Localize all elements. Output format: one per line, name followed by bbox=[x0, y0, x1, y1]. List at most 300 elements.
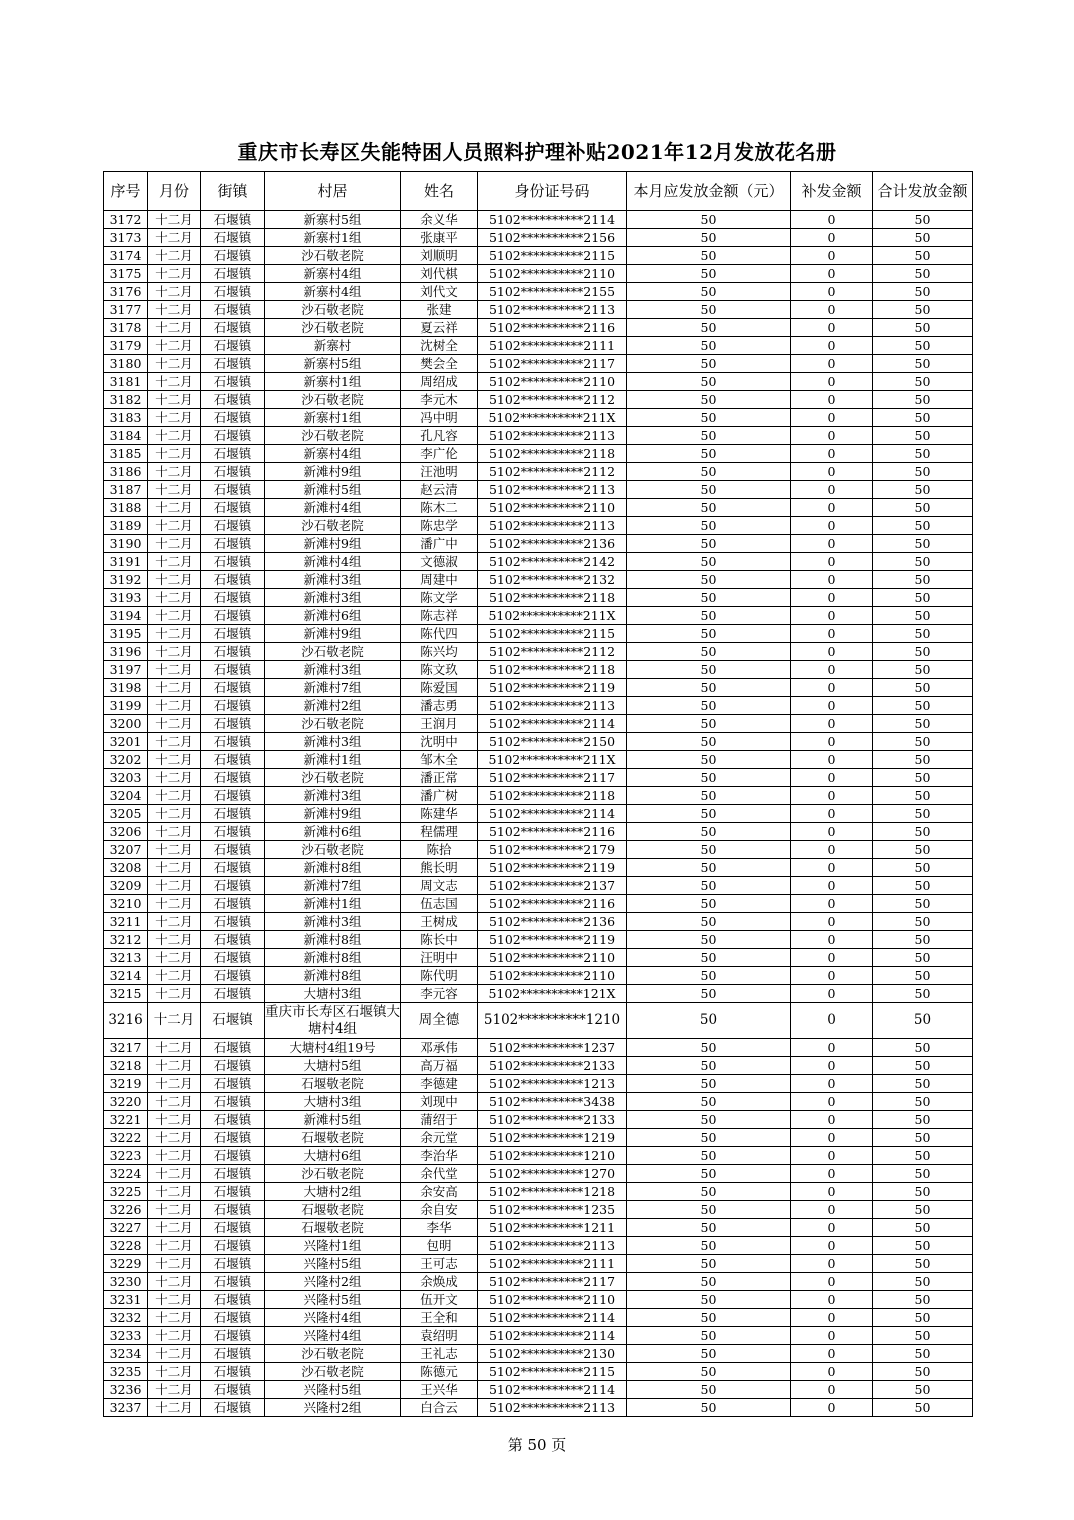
cell-index: 3181 bbox=[104, 373, 148, 391]
cell-monthly-amount: 50 bbox=[627, 787, 791, 805]
cell-month: 十二月 bbox=[148, 1057, 201, 1075]
col-header-name: 姓名 bbox=[401, 172, 478, 211]
cell-index: 3186 bbox=[104, 463, 148, 481]
cell-village: 新滩村1组 bbox=[265, 895, 401, 913]
table-row bbox=[104, 337, 973, 355]
cell-name: 陈志祥 bbox=[401, 607, 478, 625]
cell-index: 3176 bbox=[104, 283, 148, 301]
cell-month: 十二月 bbox=[148, 1381, 201, 1399]
cell-id-number: 5102**********2118 bbox=[478, 589, 627, 607]
cell-name: 陈建华 bbox=[401, 805, 478, 823]
table-row bbox=[104, 805, 973, 823]
cell-month: 十二月 bbox=[148, 1399, 201, 1417]
table-row bbox=[104, 931, 973, 949]
cell-monthly-amount: 50 bbox=[627, 553, 791, 571]
cell-village: 沙石敬老院 bbox=[265, 427, 401, 445]
table-row bbox=[104, 697, 973, 715]
cell-total-amount: 50 bbox=[873, 337, 973, 355]
cell-town: 石堰镇 bbox=[201, 229, 265, 247]
cell-name: 袁绍明 bbox=[401, 1327, 478, 1345]
cell-name: 潘广中 bbox=[401, 535, 478, 553]
cell-month: 十二月 bbox=[148, 409, 201, 427]
cell-total-amount: 50 bbox=[873, 319, 973, 337]
cell-total-amount: 50 bbox=[873, 1147, 973, 1165]
cell-back-pay: 0 bbox=[791, 751, 873, 769]
cell-town: 石堰镇 bbox=[201, 1309, 265, 1327]
cell-village: 新滩村6组 bbox=[265, 823, 401, 841]
table-row bbox=[104, 319, 973, 337]
cell-name: 蒲绍于 bbox=[401, 1111, 478, 1129]
cell-index: 3227 bbox=[104, 1219, 148, 1237]
cell-back-pay: 0 bbox=[791, 859, 873, 877]
cell-village: 新滩村3组 bbox=[265, 589, 401, 607]
table-row bbox=[104, 283, 973, 301]
cell-town: 石堰镇 bbox=[201, 1183, 265, 1201]
cell-town: 石堰镇 bbox=[201, 337, 265, 355]
cell-total-amount: 50 bbox=[873, 373, 973, 391]
cell-total-amount: 50 bbox=[873, 985, 973, 1003]
cell-village: 兴隆村5组 bbox=[265, 1255, 401, 1273]
cell-name: 周绍成 bbox=[401, 373, 478, 391]
cell-total-amount: 50 bbox=[873, 355, 973, 373]
cell-back-pay: 0 bbox=[791, 409, 873, 427]
page-number: 第 50 页 bbox=[507, 1436, 567, 1454]
cell-id-number: 5102**********2114 bbox=[478, 1327, 627, 1345]
cell-index: 3203 bbox=[104, 769, 148, 787]
cell-town: 石堰镇 bbox=[201, 1255, 265, 1273]
cell-back-pay: 0 bbox=[791, 1237, 873, 1255]
cell-monthly-amount: 50 bbox=[627, 247, 791, 265]
cell-month: 十二月 bbox=[148, 985, 201, 1003]
cell-month: 十二月 bbox=[148, 319, 201, 337]
cell-month: 十二月 bbox=[148, 787, 201, 805]
cell-town: 石堰镇 bbox=[201, 1057, 265, 1075]
cell-back-pay: 0 bbox=[791, 553, 873, 571]
cell-monthly-amount: 50 bbox=[627, 1309, 791, 1327]
cell-total-amount: 50 bbox=[873, 805, 973, 823]
cell-index: 3221 bbox=[104, 1111, 148, 1129]
cell-id-number: 5102**********2111 bbox=[478, 1255, 627, 1273]
cell-back-pay: 0 bbox=[791, 1075, 873, 1093]
cell-month: 十二月 bbox=[148, 733, 201, 751]
table-row bbox=[104, 643, 973, 661]
cell-village: 新寨村1组 bbox=[265, 409, 401, 427]
cell-total-amount: 50 bbox=[873, 859, 973, 877]
cell-index: 3187 bbox=[104, 481, 148, 499]
cell-name: 刘顺明 bbox=[401, 247, 478, 265]
cell-monthly-amount: 50 bbox=[627, 301, 791, 319]
cell-total-amount: 50 bbox=[873, 445, 973, 463]
cell-name: 刘代棋 bbox=[401, 265, 478, 283]
cell-village: 大塘村6组 bbox=[265, 1147, 401, 1165]
table-row bbox=[104, 1309, 973, 1327]
cell-village: 新寨村5组 bbox=[265, 355, 401, 373]
cell-monthly-amount: 50 bbox=[627, 931, 791, 949]
cell-monthly-amount: 50 bbox=[627, 1345, 791, 1363]
cell-back-pay: 0 bbox=[791, 1255, 873, 1273]
table-row bbox=[104, 1039, 973, 1057]
cell-back-pay: 0 bbox=[791, 211, 873, 229]
table-row bbox=[104, 967, 973, 985]
cell-town: 石堰镇 bbox=[201, 1273, 265, 1291]
cell-id-number: 5102**********1235 bbox=[478, 1201, 627, 1219]
table-row bbox=[104, 1255, 973, 1273]
cell-total-amount: 50 bbox=[873, 1291, 973, 1309]
cell-monthly-amount: 50 bbox=[627, 1147, 791, 1165]
cell-id-number: 5102**********2112 bbox=[478, 391, 627, 409]
cell-total-amount: 50 bbox=[873, 589, 973, 607]
cell-monthly-amount: 50 bbox=[627, 1201, 791, 1219]
cell-total-amount: 50 bbox=[873, 733, 973, 751]
cell-monthly-amount: 50 bbox=[627, 481, 791, 499]
cell-id-number: 5102**********2117 bbox=[478, 769, 627, 787]
cell-monthly-amount: 50 bbox=[627, 337, 791, 355]
cell-back-pay: 0 bbox=[791, 949, 873, 967]
table-row bbox=[104, 1273, 973, 1291]
cell-town: 石堰镇 bbox=[201, 1003, 265, 1039]
cell-monthly-amount: 50 bbox=[627, 1381, 791, 1399]
cell-index: 3226 bbox=[104, 1201, 148, 1219]
cell-total-amount: 50 bbox=[873, 481, 973, 499]
cell-village: 新滩村3组 bbox=[265, 733, 401, 751]
cell-village: 新滩村7组 bbox=[265, 877, 401, 895]
cell-village: 大塘村3组 bbox=[265, 1093, 401, 1111]
cell-id-number: 5102**********2113 bbox=[478, 301, 627, 319]
cell-monthly-amount: 50 bbox=[627, 517, 791, 535]
cell-back-pay: 0 bbox=[791, 535, 873, 553]
cell-back-pay: 0 bbox=[791, 1039, 873, 1057]
cell-total-amount: 50 bbox=[873, 1039, 973, 1057]
cell-town: 石堰镇 bbox=[201, 931, 265, 949]
cell-name: 汪明中 bbox=[401, 949, 478, 967]
cell-name: 包明 bbox=[401, 1237, 478, 1255]
cell-village: 新滩村8组 bbox=[265, 949, 401, 967]
cell-monthly-amount: 50 bbox=[627, 391, 791, 409]
table-row bbox=[104, 859, 973, 877]
cell-village: 大塘村4组19号 bbox=[265, 1039, 401, 1057]
cell-town: 石堰镇 bbox=[201, 463, 265, 481]
cell-monthly-amount: 50 bbox=[627, 1363, 791, 1381]
cell-month: 十二月 bbox=[148, 553, 201, 571]
cell-town: 石堰镇 bbox=[201, 985, 265, 1003]
cell-town: 石堰镇 bbox=[201, 1111, 265, 1129]
cell-index: 3175 bbox=[104, 265, 148, 283]
cell-name: 李华 bbox=[401, 1219, 478, 1237]
table-row bbox=[104, 823, 973, 841]
cell-total-amount: 50 bbox=[873, 1237, 973, 1255]
cell-index: 3198 bbox=[104, 679, 148, 697]
cell-name: 陈代四 bbox=[401, 625, 478, 643]
cell-index: 3206 bbox=[104, 823, 148, 841]
cell-month: 十二月 bbox=[148, 877, 201, 895]
cell-name: 王礼志 bbox=[401, 1345, 478, 1363]
cell-id-number: 5102**********2110 bbox=[478, 373, 627, 391]
cell-town: 石堰镇 bbox=[201, 823, 265, 841]
cell-town: 石堰镇 bbox=[201, 1291, 265, 1309]
table-row bbox=[104, 463, 973, 481]
cell-village: 石堰敬老院 bbox=[265, 1201, 401, 1219]
table-row bbox=[104, 715, 973, 733]
cell-month: 十二月 bbox=[148, 625, 201, 643]
cell-index: 3215 bbox=[104, 985, 148, 1003]
cell-month: 十二月 bbox=[148, 1093, 201, 1111]
cell-total-amount: 50 bbox=[873, 823, 973, 841]
cell-index: 3172 bbox=[104, 211, 148, 229]
cell-name: 李广伦 bbox=[401, 445, 478, 463]
cell-town: 石堰镇 bbox=[201, 607, 265, 625]
cell-id-number: 5102**********2115 bbox=[478, 247, 627, 265]
cell-index: 3235 bbox=[104, 1363, 148, 1381]
cell-monthly-amount: 50 bbox=[627, 535, 791, 553]
cell-name: 沈明中 bbox=[401, 733, 478, 751]
cell-name: 王树成 bbox=[401, 913, 478, 931]
table-row bbox=[104, 229, 973, 247]
cell-monthly-amount: 50 bbox=[627, 445, 791, 463]
cell-month: 十二月 bbox=[148, 1291, 201, 1309]
col-header-total-amount: 合计发放金额 bbox=[873, 172, 973, 211]
table-row bbox=[104, 877, 973, 895]
table-row bbox=[104, 661, 973, 679]
cell-town: 石堰镇 bbox=[201, 211, 265, 229]
cell-town: 石堰镇 bbox=[201, 1039, 265, 1057]
table-row bbox=[104, 1363, 973, 1381]
cell-back-pay: 0 bbox=[791, 283, 873, 301]
cell-id-number: 5102**********2119 bbox=[478, 679, 627, 697]
cell-back-pay: 0 bbox=[791, 625, 873, 643]
cell-index: 3233 bbox=[104, 1327, 148, 1345]
cell-month: 十二月 bbox=[148, 949, 201, 967]
col-header-monthly-amount: 本月应发放金额（元） bbox=[627, 172, 791, 211]
cell-id-number: 5102**********1219 bbox=[478, 1129, 627, 1147]
cell-month: 十二月 bbox=[148, 697, 201, 715]
cell-name: 刘代文 bbox=[401, 283, 478, 301]
cell-total-amount: 50 bbox=[873, 427, 973, 445]
cell-total-amount: 50 bbox=[873, 229, 973, 247]
cell-town: 石堰镇 bbox=[201, 769, 265, 787]
cell-back-pay: 0 bbox=[791, 1111, 873, 1129]
col-header-town: 街镇 bbox=[201, 172, 265, 211]
table-row bbox=[104, 913, 973, 931]
cell-town: 石堰镇 bbox=[201, 1165, 265, 1183]
cell-id-number: 5102**********2111 bbox=[478, 337, 627, 355]
cell-month: 十二月 bbox=[148, 229, 201, 247]
cell-name: 沈树全 bbox=[401, 337, 478, 355]
cell-village: 新寨村5组 bbox=[265, 211, 401, 229]
cell-total-amount: 50 bbox=[873, 1183, 973, 1201]
cell-back-pay: 0 bbox=[791, 1399, 873, 1417]
cell-village: 兴隆村5组 bbox=[265, 1381, 401, 1399]
cell-total-amount: 50 bbox=[873, 301, 973, 319]
cell-monthly-amount: 50 bbox=[627, 913, 791, 931]
cell-index: 3189 bbox=[104, 517, 148, 535]
cell-town: 石堰镇 bbox=[201, 877, 265, 895]
cell-total-amount: 50 bbox=[873, 1381, 973, 1399]
cell-total-amount: 50 bbox=[873, 1345, 973, 1363]
cell-month: 十二月 bbox=[148, 1183, 201, 1201]
cell-month: 十二月 bbox=[148, 463, 201, 481]
cell-name: 周文志 bbox=[401, 877, 478, 895]
cell-month: 十二月 bbox=[148, 841, 201, 859]
cell-monthly-amount: 50 bbox=[627, 355, 791, 373]
cell-monthly-amount: 50 bbox=[627, 751, 791, 769]
cell-total-amount: 50 bbox=[873, 517, 973, 535]
cell-id-number: 5102**********1213 bbox=[478, 1075, 627, 1093]
cell-back-pay: 0 bbox=[791, 769, 873, 787]
cell-id-number: 5102**********2113 bbox=[478, 1237, 627, 1255]
table-row bbox=[104, 733, 973, 751]
cell-name: 王兴华 bbox=[401, 1381, 478, 1399]
cell-total-amount: 50 bbox=[873, 1003, 973, 1039]
table-row bbox=[104, 391, 973, 409]
cell-town: 石堰镇 bbox=[201, 265, 265, 283]
cell-monthly-amount: 50 bbox=[627, 1165, 791, 1183]
table-row bbox=[104, 247, 973, 265]
cell-month: 十二月 bbox=[148, 1309, 201, 1327]
cell-monthly-amount: 50 bbox=[627, 589, 791, 607]
cell-total-amount: 50 bbox=[873, 1309, 973, 1327]
cell-monthly-amount: 50 bbox=[627, 319, 791, 337]
cell-town: 石堰镇 bbox=[201, 661, 265, 679]
table-row bbox=[104, 985, 973, 1003]
cell-name: 王可志 bbox=[401, 1255, 478, 1273]
cell-name: 刘现中 bbox=[401, 1093, 478, 1111]
cell-name: 张康平 bbox=[401, 229, 478, 247]
cell-id-number: 5102**********2110 bbox=[478, 1291, 627, 1309]
cell-village: 新滩村5组 bbox=[265, 481, 401, 499]
cell-back-pay: 0 bbox=[791, 1165, 873, 1183]
cell-town: 石堰镇 bbox=[201, 787, 265, 805]
table-row bbox=[104, 1057, 973, 1075]
cell-town: 石堰镇 bbox=[201, 517, 265, 535]
page-title: 重庆市长寿区失能特困人员照料护理补贴2021年12月发放花名册 bbox=[237, 140, 837, 164]
cell-month: 十二月 bbox=[148, 1003, 201, 1039]
cell-monthly-amount: 50 bbox=[627, 679, 791, 697]
cell-village: 沙石敬老院 bbox=[265, 643, 401, 661]
cell-id-number: 5102**********3438 bbox=[478, 1093, 627, 1111]
cell-month: 十二月 bbox=[148, 427, 201, 445]
cell-back-pay: 0 bbox=[791, 445, 873, 463]
cell-back-pay: 0 bbox=[791, 823, 873, 841]
cell-town: 石堰镇 bbox=[201, 805, 265, 823]
cell-id-number: 5102**********2110 bbox=[478, 949, 627, 967]
cell-name: 樊会全 bbox=[401, 355, 478, 373]
cell-monthly-amount: 50 bbox=[627, 409, 791, 427]
table-row bbox=[104, 1345, 973, 1363]
cell-month: 十二月 bbox=[148, 1147, 201, 1165]
cell-monthly-amount: 50 bbox=[627, 1327, 791, 1345]
table-row bbox=[104, 841, 973, 859]
cell-month: 十二月 bbox=[148, 301, 201, 319]
cell-monthly-amount: 50 bbox=[627, 229, 791, 247]
cell-monthly-amount: 50 bbox=[627, 895, 791, 913]
cell-index: 3197 bbox=[104, 661, 148, 679]
cell-id-number: 5102**********2137 bbox=[478, 877, 627, 895]
cell-total-amount: 50 bbox=[873, 895, 973, 913]
cell-town: 石堰镇 bbox=[201, 895, 265, 913]
cell-back-pay: 0 bbox=[791, 715, 873, 733]
cell-back-pay: 0 bbox=[791, 697, 873, 715]
cell-back-pay: 0 bbox=[791, 733, 873, 751]
cell-monthly-amount: 50 bbox=[627, 1093, 791, 1111]
cell-month: 十二月 bbox=[148, 769, 201, 787]
cell-village: 新滩村8组 bbox=[265, 931, 401, 949]
cell-village: 新滩村8组 bbox=[265, 967, 401, 985]
cell-monthly-amount: 50 bbox=[627, 607, 791, 625]
cell-month: 十二月 bbox=[148, 373, 201, 391]
cell-month: 十二月 bbox=[148, 1075, 201, 1093]
table-row bbox=[104, 211, 973, 229]
cell-name: 周全德 bbox=[401, 1003, 478, 1039]
cell-month: 十二月 bbox=[148, 1345, 201, 1363]
cell-town: 石堰镇 bbox=[201, 859, 265, 877]
cell-village: 沙石敬老院 bbox=[265, 715, 401, 733]
cell-month: 十二月 bbox=[148, 481, 201, 499]
cell-village: 新寨村4组 bbox=[265, 283, 401, 301]
cell-name: 邓承伟 bbox=[401, 1039, 478, 1057]
cell-back-pay: 0 bbox=[791, 517, 873, 535]
cell-monthly-amount: 50 bbox=[627, 1291, 791, 1309]
cell-id-number: 5102**********2113 bbox=[478, 697, 627, 715]
cell-month: 十二月 bbox=[148, 535, 201, 553]
cell-back-pay: 0 bbox=[791, 805, 873, 823]
cell-total-amount: 50 bbox=[873, 1273, 973, 1291]
table-row bbox=[104, 1165, 973, 1183]
cell-name: 余自安 bbox=[401, 1201, 478, 1219]
cell-monthly-amount: 50 bbox=[627, 967, 791, 985]
cell-village: 新寨村1组 bbox=[265, 373, 401, 391]
cell-month: 十二月 bbox=[148, 751, 201, 769]
cell-monthly-amount: 50 bbox=[627, 1399, 791, 1417]
col-header-id-number: 身份证号码 bbox=[478, 172, 627, 211]
cell-index: 3177 bbox=[104, 301, 148, 319]
cell-month: 十二月 bbox=[148, 571, 201, 589]
table-row bbox=[104, 769, 973, 787]
cell-monthly-amount: 50 bbox=[627, 571, 791, 589]
cell-id-number: 5102**********2116 bbox=[478, 895, 627, 913]
table-row bbox=[104, 679, 973, 697]
cell-town: 石堰镇 bbox=[201, 481, 265, 499]
cell-total-amount: 50 bbox=[873, 967, 973, 985]
cell-name: 李元容 bbox=[401, 985, 478, 1003]
cell-village: 沙石敬老院 bbox=[265, 841, 401, 859]
cell-id-number: 5102**********2115 bbox=[478, 1363, 627, 1381]
cell-index: 3191 bbox=[104, 553, 148, 571]
cell-monthly-amount: 50 bbox=[627, 949, 791, 967]
cell-id-number: 5102**********2118 bbox=[478, 445, 627, 463]
cell-total-amount: 50 bbox=[873, 409, 973, 427]
cell-town: 石堰镇 bbox=[201, 283, 265, 301]
cell-id-number: 5102**********2119 bbox=[478, 931, 627, 949]
cell-monthly-amount: 50 bbox=[627, 1111, 791, 1129]
cell-total-amount: 50 bbox=[873, 607, 973, 625]
cell-village: 大塘村2组 bbox=[265, 1183, 401, 1201]
cell-back-pay: 0 bbox=[791, 463, 873, 481]
cell-name: 陈忠学 bbox=[401, 517, 478, 535]
cell-month: 十二月 bbox=[148, 1219, 201, 1237]
cell-index: 3202 bbox=[104, 751, 148, 769]
table-row bbox=[104, 535, 973, 553]
cell-total-amount: 50 bbox=[873, 1165, 973, 1183]
cell-total-amount: 50 bbox=[873, 1201, 973, 1219]
cell-name: 王全和 bbox=[401, 1309, 478, 1327]
cell-index: 3174 bbox=[104, 247, 148, 265]
cell-village: 兴隆村1组 bbox=[265, 1237, 401, 1255]
cell-index: 3222 bbox=[104, 1129, 148, 1147]
cell-index: 3216 bbox=[104, 1003, 148, 1039]
cell-village: 新滩村9组 bbox=[265, 805, 401, 823]
cell-monthly-amount: 50 bbox=[627, 769, 791, 787]
cell-index: 3188 bbox=[104, 499, 148, 517]
